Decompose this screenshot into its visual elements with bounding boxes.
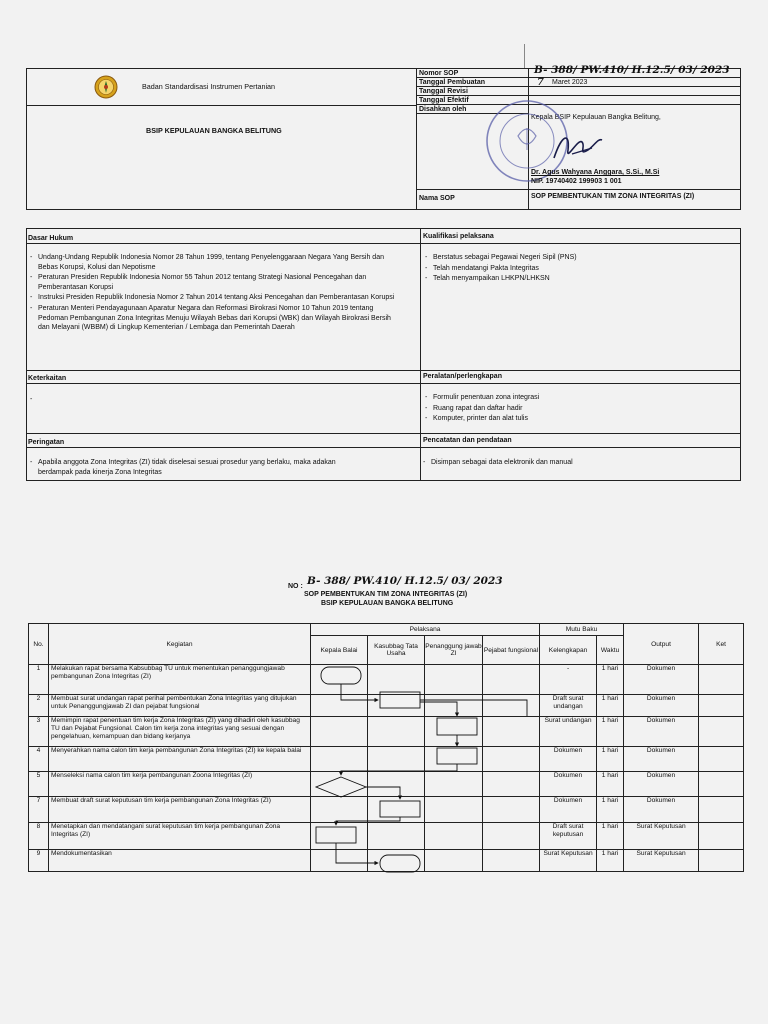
info-title-line-3 <box>26 447 741 448</box>
signature <box>548 128 608 168</box>
pencatatan-list <box>421 458 731 469</box>
field-label-disahkan: Disahkan oleh <box>419 106 467 113</box>
row-kelengkapan: Dokumen <box>540 772 597 797</box>
peralatan-item: - Komputer, printer dan alat tulis <box>423 414 733 424</box>
row-output: Surat Keputusan <box>624 850 699 872</box>
peralatan-item: - Ruang rapat dan daftar hadir <box>423 404 733 414</box>
row-waktu: 1 hari <box>597 747 624 772</box>
col-header-kepala-balai: Kepala Balai <box>311 636 368 665</box>
col-header-waktu: Waktu <box>597 636 624 665</box>
peringatan-title: Peringatan <box>28 439 65 446</box>
unit-name: BSIP KEPULAUAN BANGKA BELITUNG <box>146 126 282 135</box>
row-output: Dokumen <box>624 772 699 797</box>
flow-subtitle: BSIP KEPULAUAN BANGKA BELITUNG <box>321 600 454 607</box>
dasar-hukum-item: - Instruksi Presiden Republik Indonesia Nomor 2 Tahun 2014 tentang Aksi Pencegahan dan Pemberantasan Korupsi <box>28 293 400 303</box>
col-header-kelengkapan: Kelengkapan <box>540 636 597 665</box>
row-waktu: 1 hari <box>597 717 624 747</box>
row-waktu: 1 hari <box>597 665 624 695</box>
row-kelengkapan: Draft surat keputusan <box>540 823 597 850</box>
row-output: Dokumen <box>624 797 699 823</box>
row-waktu: 1 hari <box>597 797 624 823</box>
row-waktu: 1 hari <box>597 772 624 797</box>
row-kelengkapan: Surat Keputusan <box>540 850 597 872</box>
row-kelengkapan: Draft surat undangan <box>540 695 597 717</box>
row-kelengkapan: Dokumen <box>540 747 597 772</box>
row-waktu: 1 hari <box>597 823 624 850</box>
table-row <box>29 797 744 823</box>
org-name: Badan Standardisasi Instrumen Pertanian <box>142 82 276 91</box>
peralatan-item: - Formulir penentuan zona integrasi <box>423 393 733 403</box>
kualifikasi-list <box>423 253 733 285</box>
row-no: 1 <box>29 665 49 695</box>
row-kelengkapan: Dokumen <box>540 797 597 823</box>
signer-name: Dr. Agus Wahyana Anggara, S.Si., M.Si <box>531 169 660 176</box>
signer-nip: NIP. 19740402 199903 1 001 <box>531 178 622 185</box>
field-label-efektif: Tanggal Efektif <box>419 97 469 104</box>
kualifikasi-item: - Telah menyampaikan LHKPN/LHKSN <box>423 274 733 284</box>
col-header-mutu-baku: Mutu Baku <box>540 624 624 636</box>
row-kegiatan: Memimpin rapat penentuan tim kerja Zona Integritas (ZI) yang dihadiri oleh kasubbag TU dan Pejabat Fungsional. Calon tim kerja zona integritas yang sesuai dengan pengelahuan, kemampuan dan bidang kerjanya <box>49 717 311 747</box>
row-no: 7 <box>29 797 49 823</box>
row-waktu: 1 hari <box>597 695 624 717</box>
row-no: 8 <box>29 823 49 850</box>
row-kelengkapan: Surat undangan <box>540 717 597 747</box>
info-section-line-1 <box>26 370 741 371</box>
pencatatan-item: - Disimpan sebagai data elektronik dan manual <box>421 458 731 468</box>
nama-sop-label: Nama SOP <box>419 195 455 202</box>
peralatan-title: Peralatan/perlengkapan <box>423 373 502 380</box>
peralatan-list <box>423 393 733 425</box>
field-label-nomor: Nomor SOP <box>419 70 459 77</box>
info-title-line-2 <box>26 383 741 384</box>
info-divider-v <box>420 228 421 481</box>
col-header-kasubbag: Kasubbag Tata Usaha <box>368 636 425 665</box>
header-divider-org <box>26 105 416 106</box>
col-header-penanggung: Penanggung jawab ZI <box>425 636 483 665</box>
dasar-hukum-item: - Peraturan Menteri Pendayagunaan Aparatur Negara dan Reformasi Birokrasi Nomor 10 Tahun 2019 tentang Pedoman Pembangunan Zona Integritas Menuju Wilayah Bebas dari Korupsi (WBK) dan Wilayah Birokrasi Bersih dan Melayani (WBBM) di Lingkup Kementerian / Lembaga dan Pemerintah Daerah <box>28 304 400 333</box>
col-header-ket: Ket <box>699 624 744 665</box>
row-output: Dokumen <box>624 665 699 695</box>
dasar-hukum-list <box>28 253 400 334</box>
row-kegiatan: Menetapkan dan mendatangani surat keputusan tim kerja pembangunan Zona Integritas (ZI) <box>49 823 311 850</box>
row-kegiatan: Mendokumentasikan <box>49 850 311 872</box>
row-output: Dokumen <box>624 717 699 747</box>
col-header-kegiatan: Kegiatan <box>49 624 311 665</box>
flow-title: SOP PEMBENTUKAN TIM ZONA INTEGRITAS (ZI) <box>304 591 468 598</box>
table-row <box>29 747 744 772</box>
nama-sop-value: SOP PEMBENTUKAN TIM ZONA INTEGRITAS (ZI) <box>531 193 695 200</box>
col-header-pejabat: Pejabat fungsional <box>483 636 540 665</box>
row-kegiatan: Membuat draft surat keputusan tim kerja pembangunan Zona Integritas (ZI) <box>49 797 311 823</box>
row-output: Surat Keputusan <box>624 823 699 850</box>
row-output: Dokumen <box>624 747 699 772</box>
row-waktu: 1 hari <box>597 850 624 872</box>
table-row <box>29 850 744 872</box>
info-section-line-2 <box>26 433 741 434</box>
field-value-nomor: B- 388/ PW.410/ H.12.5/ 03/ 2023 <box>534 64 730 76</box>
table-row <box>29 695 744 717</box>
field-value-disahkan: Kepala BSIP Kepulauan Bangka Belitung, <box>531 114 661 121</box>
field-value-pembuatan: Maret 2023 <box>552 79 588 86</box>
col-header-no: No. <box>29 624 49 665</box>
kualifikasi-item: - Berstatus sebagai Pegawai Negeri Sipil (PNS) <box>423 253 733 263</box>
header-divider-sop <box>416 189 741 190</box>
flowchart-table <box>28 623 744 872</box>
keterkaitan-title: Keterkaitan <box>28 375 67 382</box>
field-label-pembuatan: Tanggal Pembuatan <box>419 79 485 86</box>
dasar-hukum-item: - Peraturan Presiden Republik Indonesia Nomor 55 Tahun 2012 tentang Strategi Nasional Pencegahan dan Pemberantasan Korupsi <box>28 273 400 292</box>
table-row <box>29 665 744 695</box>
dasar-hukum-title: Dasar Hukum <box>28 235 74 242</box>
keterkaitan-list <box>28 395 328 396</box>
org-logo <box>94 75 118 99</box>
kualifikasi-item: - Telah mendatangi Pakta Integritas <box>423 264 733 274</box>
col-header-pelaksana: Pelaksana <box>311 624 540 636</box>
row-no: 3 <box>29 717 49 747</box>
table-row <box>29 717 744 747</box>
row-no: 4 <box>29 747 49 772</box>
peringatan-item: - Apabila anggota Zona Integritas (ZI) tidak diselesai sesuai prosedur yang berlaku, maka adakan berdampak pada kinerja Zona Integritas <box>28 458 368 477</box>
pencatatan-title: Pencatatan dan pendataan <box>423 437 512 444</box>
field-value-day: 7 <box>537 77 544 88</box>
row-output: Dokumen <box>624 695 699 717</box>
table-row <box>29 772 744 797</box>
flow-no-label: NO : <box>288 583 303 590</box>
info-title-line-1 <box>26 243 741 244</box>
row-no: 5 <box>29 772 49 797</box>
flow-no-value: B- 388/ PW.410/ H.12.5/ 03/ 2023 <box>307 575 503 587</box>
row-kegiatan: Menyerahkan nama calon tim kerja pembangunan Zona Integritas (ZI) ke kepala balai <box>49 747 311 772</box>
row-kegiatan: Membuat surat undangan rapat perihal pembentukan Zona Integritas yang ditujukan untuk Penanggungjawab ZI dan pejabat fungsional <box>49 695 311 717</box>
row-kegiatan: Menseleksi nama calon tim kerja pembangunan Zoona Integritas (ZI) <box>49 772 311 797</box>
col-header-output: Output <box>624 624 699 665</box>
row-kegiatan: Melakukan rapat bersama Kabsubbag TU untuk menentukan penanggungjawab pembangunan Zona Integritas (ZI) <box>49 665 311 695</box>
kualifikasi-title: Kualifikasi pelaksana <box>423 233 494 240</box>
peringatan-list <box>28 458 368 478</box>
row-kelengkapan: - <box>540 665 597 695</box>
dasar-hukum-item: - Undang-Undang Republik Indonesia Nomor 28 Tahun 1999, tentang Penyelenggaraan Negara Yang Bersih dan Bebas Korupsi, Kolusi dan Nepotisme <box>28 253 400 272</box>
table-row <box>29 823 744 850</box>
field-label-revisi: Tanggal Revisi <box>419 88 468 95</box>
binding-mark <box>524 44 525 68</box>
row-no: 2 <box>29 695 49 717</box>
row-no: 9 <box>29 850 49 872</box>
